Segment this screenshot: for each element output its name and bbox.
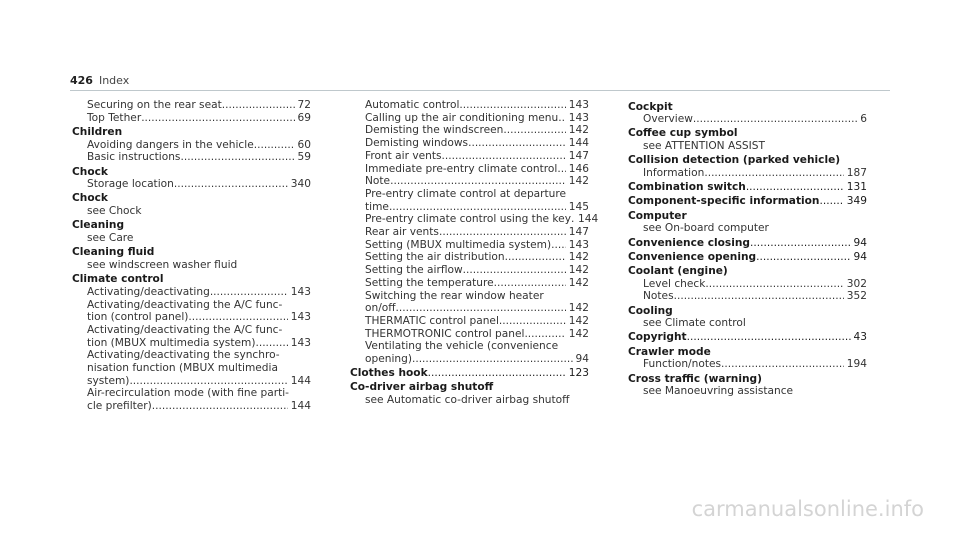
index-entry <box>72 178 311 191</box>
index-reference: Activating/deactivating the A/C func- <box>87 323 283 336</box>
index-heading: Co-driver airbag shutoff <box>350 381 494 394</box>
page-reference: 142 <box>568 175 589 188</box>
page-reference: 142 <box>568 327 589 340</box>
index-entry <box>72 311 311 324</box>
index-entry <box>350 302 589 315</box>
index-entry <box>350 163 589 176</box>
dot-leader <box>524 328 565 341</box>
dot-leader <box>557 163 565 176</box>
index-entry <box>628 290 867 303</box>
index-entry <box>350 124 589 137</box>
index-heading-entry <box>628 195 867 208</box>
index-entry <box>350 175 589 188</box>
page-reference: 72 <box>297 99 311 111</box>
page-reference: 143 <box>290 336 311 349</box>
entry-text: Overview <box>643 113 693 126</box>
dot-leader <box>705 278 843 291</box>
index-heading: Cleaning <box>72 219 125 232</box>
index-heading: Coffee cup symbol <box>628 127 738 140</box>
entry-text: Notes <box>643 290 674 303</box>
index-entry <box>350 99 589 112</box>
index-heading: Collision detection (parked vehicle) <box>628 154 841 167</box>
index-reference: see On-board computer <box>643 222 769 235</box>
page-reference: 94 <box>853 250 867 263</box>
index-entry <box>628 278 867 291</box>
index-reference: Ventilating the vehicle (convenience <box>365 340 559 353</box>
dot-leader <box>439 226 566 239</box>
dot-leader <box>693 113 857 126</box>
dot-leader <box>674 290 844 303</box>
index-entry <box>72 139 311 152</box>
page-reference: 43 <box>853 331 867 344</box>
page-reference: 94 <box>575 353 589 366</box>
watermark: carmanualsonline.info <box>691 497 924 521</box>
entry-text: Convenience closing <box>628 236 750 249</box>
index-heading-entry <box>628 251 867 264</box>
index-entry <box>72 99 311 112</box>
entry-text: system) <box>87 374 130 387</box>
dot-leader <box>468 137 566 150</box>
index-reference: Pre-entry climate control at departure <box>365 187 567 200</box>
dot-leader <box>721 358 844 371</box>
page-reference: 59 <box>297 151 311 164</box>
index-entry <box>72 151 311 164</box>
dot-leader <box>180 151 294 164</box>
dot-leader <box>494 277 566 290</box>
index-reference: Activating/deactivating the synchro- <box>87 349 280 362</box>
index-heading: Cross traffic (warning) <box>628 372 762 385</box>
index-entry <box>350 353 589 366</box>
page-header <box>70 74 129 87</box>
index-entry <box>350 150 589 163</box>
index-reference: Activating/deactivating the A/C func- <box>87 298 283 311</box>
index-heading: Cooling <box>628 304 673 317</box>
page-reference: 142 <box>568 124 589 137</box>
index-reference: see Chock <box>87 205 142 218</box>
index-entry <box>350 137 589 150</box>
dot-leader <box>152 400 288 413</box>
index-entry <box>628 113 867 126</box>
entry-text: Calling up the air conditioning menu <box>365 111 559 124</box>
dot-leader <box>687 331 851 344</box>
index-reference: see Manoeuvring assistance <box>643 385 794 398</box>
index-heading: Chock <box>72 165 108 178</box>
page-reference: 123 <box>568 367 589 380</box>
entry-text: Pre-entry climate control using the key <box>365 213 571 226</box>
page-reference: 131 <box>846 181 867 194</box>
index-heading: Chock <box>72 192 108 205</box>
index-entry <box>350 201 589 214</box>
dot-leader <box>390 175 566 188</box>
index-reference: Air-recirculation mode (with fine parti- <box>87 387 290 400</box>
page-reference: 194 <box>846 358 867 371</box>
page-reference: 340 <box>290 178 311 191</box>
entry-text: THERMOTRONIC control panel <box>365 327 525 340</box>
page-reference: 143 <box>568 99 589 111</box>
page-reference: 142 <box>568 314 589 327</box>
dot-leader <box>746 181 844 194</box>
entry-text: time <box>365 200 389 213</box>
index-entry <box>350 112 589 125</box>
entry-text: Securing on the rear seat <box>87 99 222 111</box>
index-entry <box>350 251 589 264</box>
dot-leader <box>222 99 295 112</box>
index-entry <box>72 400 311 413</box>
dot-leader <box>463 264 566 277</box>
index-heading: Crawler mode <box>628 345 711 358</box>
index-heading: Coolant (engine) <box>628 264 728 277</box>
page-title: Index <box>98 74 130 87</box>
index-entry <box>350 239 589 252</box>
page-number: 426 <box>70 74 93 87</box>
entry-text: Demisting windows <box>365 137 469 150</box>
entry-text: Combination switch <box>628 181 746 194</box>
index-reference: see Automatic co-driver airbag shutoff <box>365 394 570 407</box>
entry-text: Activating/deactivating <box>87 285 210 298</box>
dot-leader <box>254 139 295 152</box>
index-entry <box>350 213 599 226</box>
page-reference: 302 <box>846 277 867 290</box>
entry-text: Setting the temperature <box>365 276 494 289</box>
index-heading-entry <box>628 181 867 194</box>
dot-leader <box>255 337 287 350</box>
dot-leader <box>459 99 565 112</box>
page-reference: 69 <box>297 111 311 124</box>
dot-leader <box>503 124 565 137</box>
entry-text: Storage location <box>87 178 174 191</box>
index-reference: see Care <box>87 232 134 245</box>
entry-text: Top Tether <box>87 111 142 124</box>
entry-text: Function/notes <box>643 358 722 371</box>
index-heading: Cleaning fluid <box>72 246 155 259</box>
entry-text: Immediate pre-entry climate control <box>365 162 558 175</box>
entry-text: Clothes hook <box>350 367 428 380</box>
dot-leader <box>389 201 566 214</box>
page-reference: 147 <box>568 149 589 162</box>
dot-leader <box>442 150 566 163</box>
index-entry <box>350 315 589 328</box>
entry-text: tion (MBUX multimedia system) <box>87 336 256 349</box>
index-heading: Children <box>72 125 123 138</box>
index-entry <box>628 167 867 180</box>
index-entry <box>72 286 311 299</box>
entry-text: on/off <box>365 302 396 315</box>
entry-text: Setting the airflow <box>365 264 463 277</box>
entry-text: Setting (MBUX multimedia system) <box>365 238 552 251</box>
entry-text: Rear air vents <box>365 226 439 239</box>
entry-text: Avoiding dangers in the vehicle <box>87 138 254 151</box>
index-entry <box>350 226 589 239</box>
entry-text: Front air vents <box>365 149 442 162</box>
dot-leader <box>396 302 566 315</box>
dot-leader <box>174 178 288 191</box>
dot-leader <box>129 375 287 388</box>
page-reference: 145 <box>568 200 589 213</box>
index-reference: see Climate control <box>643 317 746 330</box>
index-reference: see windscreen washer fluid <box>87 258 238 271</box>
page-reference: 187 <box>846 167 867 180</box>
page-reference: 143 <box>568 238 589 251</box>
header-rule <box>70 90 890 91</box>
page-reference: 142 <box>568 264 589 277</box>
page-reference: 144 <box>290 400 311 413</box>
page-reference: 349 <box>846 195 867 208</box>
index-heading-entry <box>628 331 867 344</box>
dot-leader <box>551 239 566 252</box>
index-entry <box>350 328 589 341</box>
page-reference: 142 <box>568 251 589 264</box>
dot-leader <box>505 251 566 264</box>
page-reference: 143 <box>290 311 311 324</box>
index-entry <box>72 112 311 125</box>
index-heading: Climate control <box>72 273 164 286</box>
page-reference: 142 <box>568 276 589 289</box>
page-reference: 143 <box>290 285 311 298</box>
entry-text: cle prefilter) <box>87 400 152 413</box>
index-entry <box>72 375 311 388</box>
dot-leader <box>750 237 851 250</box>
dot-leader <box>756 251 850 264</box>
dot-leader <box>499 315 566 328</box>
entry-text: opening) <box>365 353 412 366</box>
page-reference: 147 <box>568 226 589 239</box>
index-reference: Switching the rear window heater <box>365 289 544 302</box>
entry-text: Demisting the windscreen <box>365 124 504 137</box>
dot-leader <box>210 286 288 299</box>
index-reference: nisation function (MBUX multimedia <box>87 362 278 375</box>
index-column-2 <box>350 99 599 407</box>
page-reference: 146 <box>568 162 589 175</box>
index-reference: see ATTENTION ASSIST <box>643 140 765 153</box>
entry-text: THERMATIC control panel <box>365 314 499 327</box>
index-heading: Computer <box>628 209 687 222</box>
dot-leader <box>428 367 566 380</box>
entry-text: Note <box>365 175 391 188</box>
page-reference: 6 <box>860 113 867 126</box>
entry-text: Information <box>643 167 705 180</box>
page-reference: 144 <box>290 374 311 387</box>
page-reference: 352 <box>846 290 867 303</box>
dot-leader <box>141 112 294 125</box>
index-column-1 <box>72 99 311 413</box>
page-reference: 143 <box>568 111 589 124</box>
index-entry <box>628 358 867 371</box>
entry-text: tion (control panel) <box>87 311 189 324</box>
page-reference: 142 <box>568 302 589 315</box>
entry-text: Copyright <box>628 331 687 344</box>
page-reference: 144 <box>568 137 589 150</box>
entry-text: Level check <box>643 277 706 290</box>
index-column-3 <box>628 99 867 398</box>
dot-leader <box>558 112 566 125</box>
entry-text: Basic instructions <box>87 151 181 164</box>
page-reference: 144 <box>577 213 599 226</box>
index-heading-entry <box>350 367 589 380</box>
entry-text: Convenience opening <box>628 250 757 263</box>
entry-text: Automatic control <box>365 99 460 111</box>
dot-leader <box>819 195 843 208</box>
index-entry <box>72 337 311 350</box>
dot-leader <box>704 167 843 180</box>
index-entry <box>350 277 589 290</box>
entry-text: Component-specific information <box>628 195 820 208</box>
index-entry <box>350 264 589 277</box>
page-reference: 60 <box>297 138 311 151</box>
index-heading: Cockpit <box>628 100 673 113</box>
dot-leader <box>412 353 573 366</box>
entry-text: Setting the air distribution <box>365 251 505 264</box>
page-reference: 94 <box>853 236 867 249</box>
dot-leader <box>188 311 287 324</box>
index-heading-entry <box>628 237 867 250</box>
